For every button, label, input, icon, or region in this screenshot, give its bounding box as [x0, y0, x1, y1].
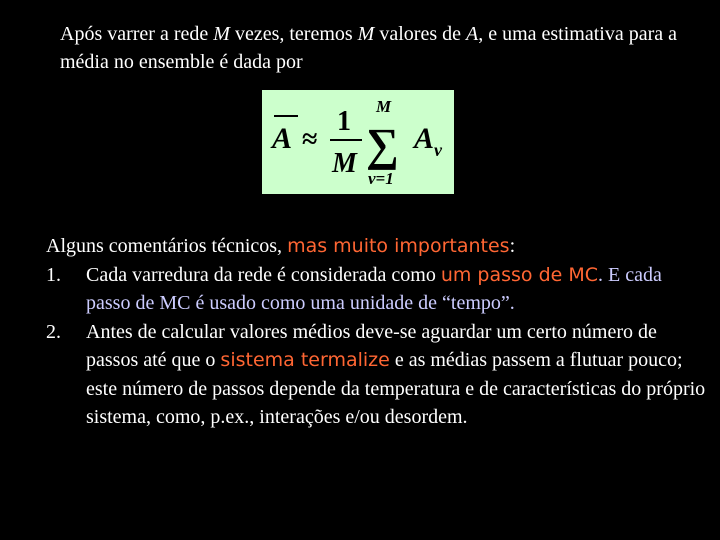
list-item-text: Cada varredura da rede é considerada como: [86, 263, 441, 286]
list-item: [46, 261, 706, 318]
sum-symbol: ∑: [366, 119, 399, 170]
comments-list: [46, 261, 706, 432]
list-item: [46, 318, 706, 432]
list-item-text-tinted: . E cada passo de MC é usado como uma unidade de “tempo”.: [86, 263, 662, 314]
list-item-number: 2.: [46, 320, 61, 343]
intro-text-2: vezes, teremos: [229, 23, 358, 45]
formula-denominator: M: [332, 148, 357, 179]
comments-section: [46, 232, 706, 432]
formula-lhs-a: A: [272, 122, 293, 155]
intro-variable-m-2: M: [357, 23, 375, 45]
formula-box: [262, 90, 454, 194]
formula-term-a: A: [414, 122, 435, 155]
intro-text-3: valores de: [374, 23, 466, 45]
ensemble-average-formula: [262, 90, 454, 194]
sum-lower-limit: ν=1: [368, 169, 394, 188]
intro-variable-a: A: [465, 23, 479, 45]
intro-variable-m: M: [213, 23, 230, 45]
list-item-highlight: um passo de MC: [440, 263, 599, 286]
formula-subscript-nu: ν: [434, 140, 442, 160]
list-item-highlight: sistema termalize: [220, 349, 390, 371]
list-item-number: 1.: [46, 263, 61, 286]
sum-upper-limit: M: [376, 97, 392, 116]
comments-lead-highlight: mas muito importantes: [287, 235, 510, 257]
formula-numerator: 1: [337, 106, 351, 137]
list-item-text: Antes de calcular valores médios deve-se aguardar um certo número de passos até que o: [86, 320, 657, 371]
comments-lead: [46, 232, 706, 261]
intro-paragraph: [60, 20, 700, 76]
formula-approx-sign: ≈: [302, 124, 318, 155]
comments-lead-text: Alguns comentários técnicos,: [46, 235, 288, 257]
list-item-text-end: e as médias passem a flutuar pouco; este número de passos depende da temperatura e de características do próprio sistema, como, p.ex., interações e/ou desordem.: [86, 349, 706, 428]
intro-text-1: Após varrer a rede: [60, 23, 214, 45]
intro-text-4: , e uma estimativa para a média no ensemble é dada por: [60, 23, 678, 73]
comments-lead-colon: :: [509, 235, 516, 257]
